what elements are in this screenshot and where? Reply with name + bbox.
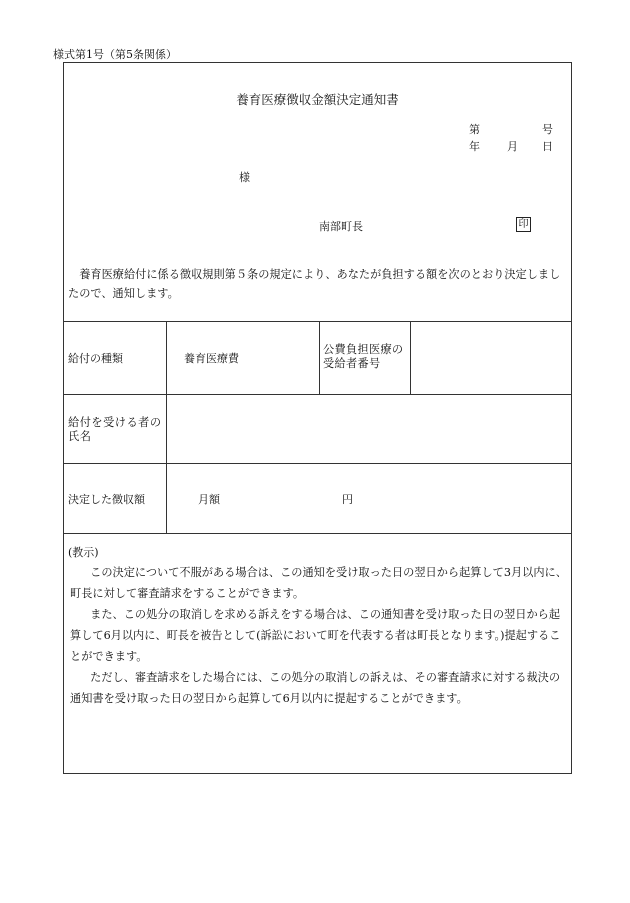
monthly-label: 月額 (198, 493, 220, 506)
public-number-label: 公費負担医療の受給者番号 (323, 343, 404, 370)
amount-label: 決定した徴収額 (68, 493, 145, 506)
document-title: 養育医療徴収金額決定通知書 (236, 92, 399, 107)
number-suffix: 号 (542, 123, 553, 136)
intro-text: 養育医療給付に係る徴収規則第５条の規定により、あなたが負担する額を次のとおり決定しましたので、通知します。 (68, 268, 561, 300)
divider (64, 533, 571, 534)
notice-form (63, 62, 572, 774)
recipient-name-label: 給付を受ける者の氏名 (68, 416, 162, 443)
notice-heading: (教示) (68, 546, 99, 559)
benefit-type-value: 養育医療費 (184, 352, 239, 365)
column-divider (166, 321, 167, 533)
notice-paragraph: また、この処分の取消しを求める訴えをする場合は、この通知書を受け取った日の翌日から起算して6月以内に、町長を被告として(訴訟において町を代表する者は町長となります。)提起することができます。 (70, 608, 561, 663)
column-divider (410, 321, 411, 394)
seal-mark: 印 (516, 217, 531, 232)
form-number-label: 様式第1号（第5条関係） (53, 48, 177, 61)
recipient-suffix: 様 (239, 171, 250, 184)
notice-paragraph: この決定について不服がある場合は、この通知を受け取った日の翌日から起算して3月以内に、町長に対して審査請求をすることができます。 (70, 566, 567, 600)
date-day: 日 (542, 140, 553, 153)
issuer-name: 南部町長 (319, 220, 363, 233)
column-divider (319, 321, 320, 394)
divider (64, 394, 571, 395)
divider (64, 463, 571, 464)
benefit-type-label: 給付の種類 (68, 352, 123, 365)
notice-paragraph: ただし、審査請求をした場合には、この処分の取消しの訴えは、その審査請求に対する裁決の通知書を受け取った日の翌日から起算して6月以内に提起することができます。 (70, 671, 561, 705)
date-year: 年 (469, 140, 480, 153)
divider (64, 321, 571, 322)
yen-label: 円 (342, 493, 353, 506)
notice-body (70, 562, 570, 709)
date-month: 月 (507, 140, 518, 153)
number-prefix: 第 (469, 123, 480, 136)
